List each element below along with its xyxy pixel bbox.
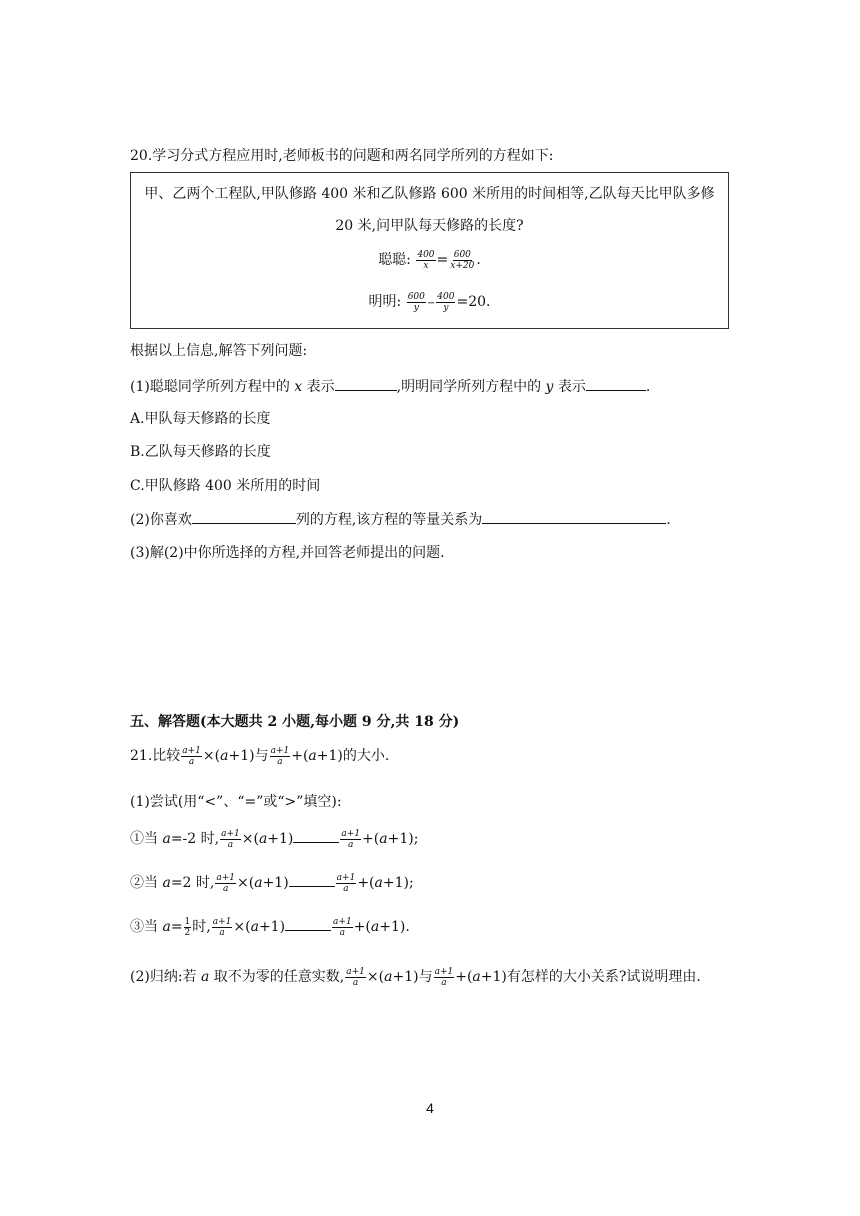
variable-a: a — [379, 831, 388, 847]
text: . — [666, 512, 671, 528]
text: +1) — [387, 831, 414, 847]
q21-case-3 — [130, 916, 410, 938]
variable-x: x — [294, 379, 303, 395]
text: ③当 — [130, 919, 163, 935]
period: . — [476, 252, 481, 268]
numerator: a+1 — [434, 966, 454, 977]
numerator: a+1 — [212, 916, 232, 927]
numerator: 1 — [184, 916, 191, 927]
text: . — [405, 919, 410, 935]
text: ×( — [366, 969, 385, 985]
variable-y: y — [545, 379, 554, 395]
text: +1) — [392, 969, 419, 985]
variable-a: a — [201, 969, 210, 985]
answer-blank[interactable] — [586, 378, 646, 391]
denominator: a — [343, 883, 349, 894]
q21-part2 — [130, 966, 701, 988]
numerator: a+1 — [182, 745, 201, 756]
numerator: a+1 — [216, 872, 235, 883]
variable-a: a — [220, 748, 229, 764]
text: ; — [413, 831, 419, 847]
q21-case-1 — [130, 828, 418, 850]
denominator: a — [227, 839, 234, 850]
text: +1) — [262, 875, 289, 891]
fraction — [215, 873, 236, 894]
q20-part2 — [130, 509, 671, 529]
text: (1)聪聪同学所列方程中的 — [130, 379, 295, 395]
text: ,明明同学所列方程中的 — [396, 379, 546, 395]
text: +1) — [379, 919, 406, 935]
mingming-equation — [131, 291, 728, 313]
denominator: x — [423, 260, 429, 271]
text: 21.比较 — [130, 748, 181, 764]
numerator: 600 — [407, 291, 425, 302]
variable-a: a — [250, 919, 259, 935]
variable-a: a — [162, 919, 171, 935]
variable-a: a — [258, 831, 268, 847]
variable-a: a — [162, 831, 171, 847]
q21-part1: (1)尝试(用“<”、“=”或“>”填空): — [130, 794, 342, 810]
text: +1) — [382, 875, 409, 891]
problem-box — [130, 172, 729, 329]
info-line: 根据以上信息,解答下列问题: — [130, 343, 308, 359]
numerator: 600 — [453, 249, 471, 260]
answer-blank[interactable] — [289, 874, 335, 887]
denominator: a — [188, 756, 195, 767]
q21-case-2 — [130, 872, 414, 894]
text: 有怎样的大小关系?试说明理由. — [506, 969, 701, 985]
fraction — [449, 250, 475, 271]
fraction — [181, 746, 202, 767]
text: ×( — [241, 831, 259, 847]
denominator: a — [277, 756, 283, 767]
variable-a: a — [254, 875, 263, 891]
text: +1) — [480, 969, 507, 985]
fraction-one-half — [184, 917, 192, 938]
text: ×( — [237, 875, 255, 891]
fraction — [212, 917, 233, 938]
equals-sign: = — [436, 252, 449, 268]
answer-blank[interactable] — [192, 511, 296, 524]
denominator: x+20 — [450, 260, 475, 271]
problem-line-1: 甲、乙两个工程队,甲队修路 400 米和乙队修路 600 米所用的时间相等,乙队每天比甲队多修 — [144, 186, 715, 202]
fraction — [220, 829, 241, 850]
text: =2 时, — [170, 875, 215, 891]
answer-blank[interactable] — [335, 378, 397, 391]
text: (2)归纳:若 — [130, 969, 201, 985]
congcong-equation — [131, 249, 728, 271]
numerator: a+1 — [346, 966, 365, 977]
answer-blank[interactable] — [482, 511, 666, 524]
numerator: a+1 — [270, 745, 290, 756]
text: ①当 — [130, 831, 163, 847]
variable-a: a — [308, 748, 317, 764]
variable-a: a — [162, 875, 171, 891]
answer-blank[interactable] — [285, 918, 331, 931]
text: 与 — [418, 969, 433, 985]
denominator: a — [222, 883, 229, 894]
denominator: a — [339, 927, 346, 938]
fraction — [345, 967, 366, 988]
text: +( — [455, 969, 473, 985]
text: 表示 — [302, 379, 335, 395]
fraction — [436, 292, 455, 313]
q21-stem — [130, 745, 389, 767]
equation-end: =20. — [456, 294, 491, 310]
denominator: a — [441, 977, 447, 988]
option-a: A.甲队每天修路的长度 — [130, 411, 271, 427]
text: 的大小. — [342, 748, 390, 764]
text: ; — [408, 875, 414, 891]
denominator: y — [413, 302, 419, 313]
option-b: B.乙队每天修路的长度 — [130, 444, 271, 460]
text: +1) — [228, 748, 255, 764]
problem-line-2: 20 米,问甲队每天修路的长度? — [335, 218, 524, 234]
text: 取不为零的任意实数, — [209, 969, 345, 985]
text: 表示 — [553, 379, 586, 395]
text: ×( — [233, 919, 251, 935]
text: = — [170, 919, 183, 935]
text: ×( — [202, 748, 221, 764]
text: ②当 — [130, 875, 163, 891]
text: +1) — [258, 919, 286, 935]
text: (2)你喜欢 — [130, 512, 192, 528]
fraction — [407, 292, 426, 313]
denominator: 2 — [184, 927, 191, 938]
numerator: a+1 — [341, 828, 361, 839]
fraction — [434, 967, 455, 988]
answer-blank[interactable] — [293, 830, 339, 843]
variable-a: a — [384, 969, 393, 985]
numerator: 400 — [437, 291, 455, 302]
page-number: 4 — [426, 1100, 434, 1116]
text: +( — [291, 748, 309, 764]
text: 与 — [254, 748, 269, 764]
q20-intro: 20.学习分式方程应用时,老师板书的问题和两名同学所列的方程如下: — [130, 148, 554, 164]
text: 时, — [192, 919, 211, 935]
text: +( — [362, 831, 380, 847]
minus-sign: − — [426, 298, 436, 309]
text: 列的方程,该方程的等量关系为 — [295, 512, 483, 528]
text: +( — [353, 919, 371, 935]
text: . — [645, 379, 651, 395]
congcong-label: 聪聪: — [378, 252, 416, 268]
q20-part3: (3)解(2)中你所选择的方程,并回答老师提出的问题. — [130, 545, 445, 561]
denominator: a — [348, 839, 354, 850]
numerator: a+1 — [221, 828, 240, 839]
denominator: a — [352, 977, 359, 988]
variable-a: a — [374, 875, 383, 891]
text: +( — [357, 875, 375, 891]
denominator: a — [219, 927, 225, 938]
text: +1) — [267, 831, 294, 847]
fraction — [270, 746, 291, 767]
fraction — [336, 873, 357, 894]
numerator: 400 — [417, 249, 435, 260]
variable-a: a — [370, 919, 380, 935]
denominator: y — [443, 302, 449, 313]
variable-a: a — [472, 969, 481, 985]
numerator: a+1 — [336, 872, 356, 883]
text: =-2 时, — [170, 831, 220, 847]
option-c: C.甲队修路 400 米所用的时间 — [130, 478, 321, 494]
fraction — [340, 829, 361, 850]
section-title: 五、解答题(本大题共 2 小题,每小题 9 分,共 18 分) — [130, 714, 460, 730]
q20-part1 — [130, 376, 650, 396]
fraction — [332, 917, 353, 938]
numerator: a+1 — [333, 916, 352, 927]
text: +1) — [316, 748, 343, 764]
mingming-label: 明明: — [368, 294, 406, 310]
fraction — [416, 250, 435, 271]
